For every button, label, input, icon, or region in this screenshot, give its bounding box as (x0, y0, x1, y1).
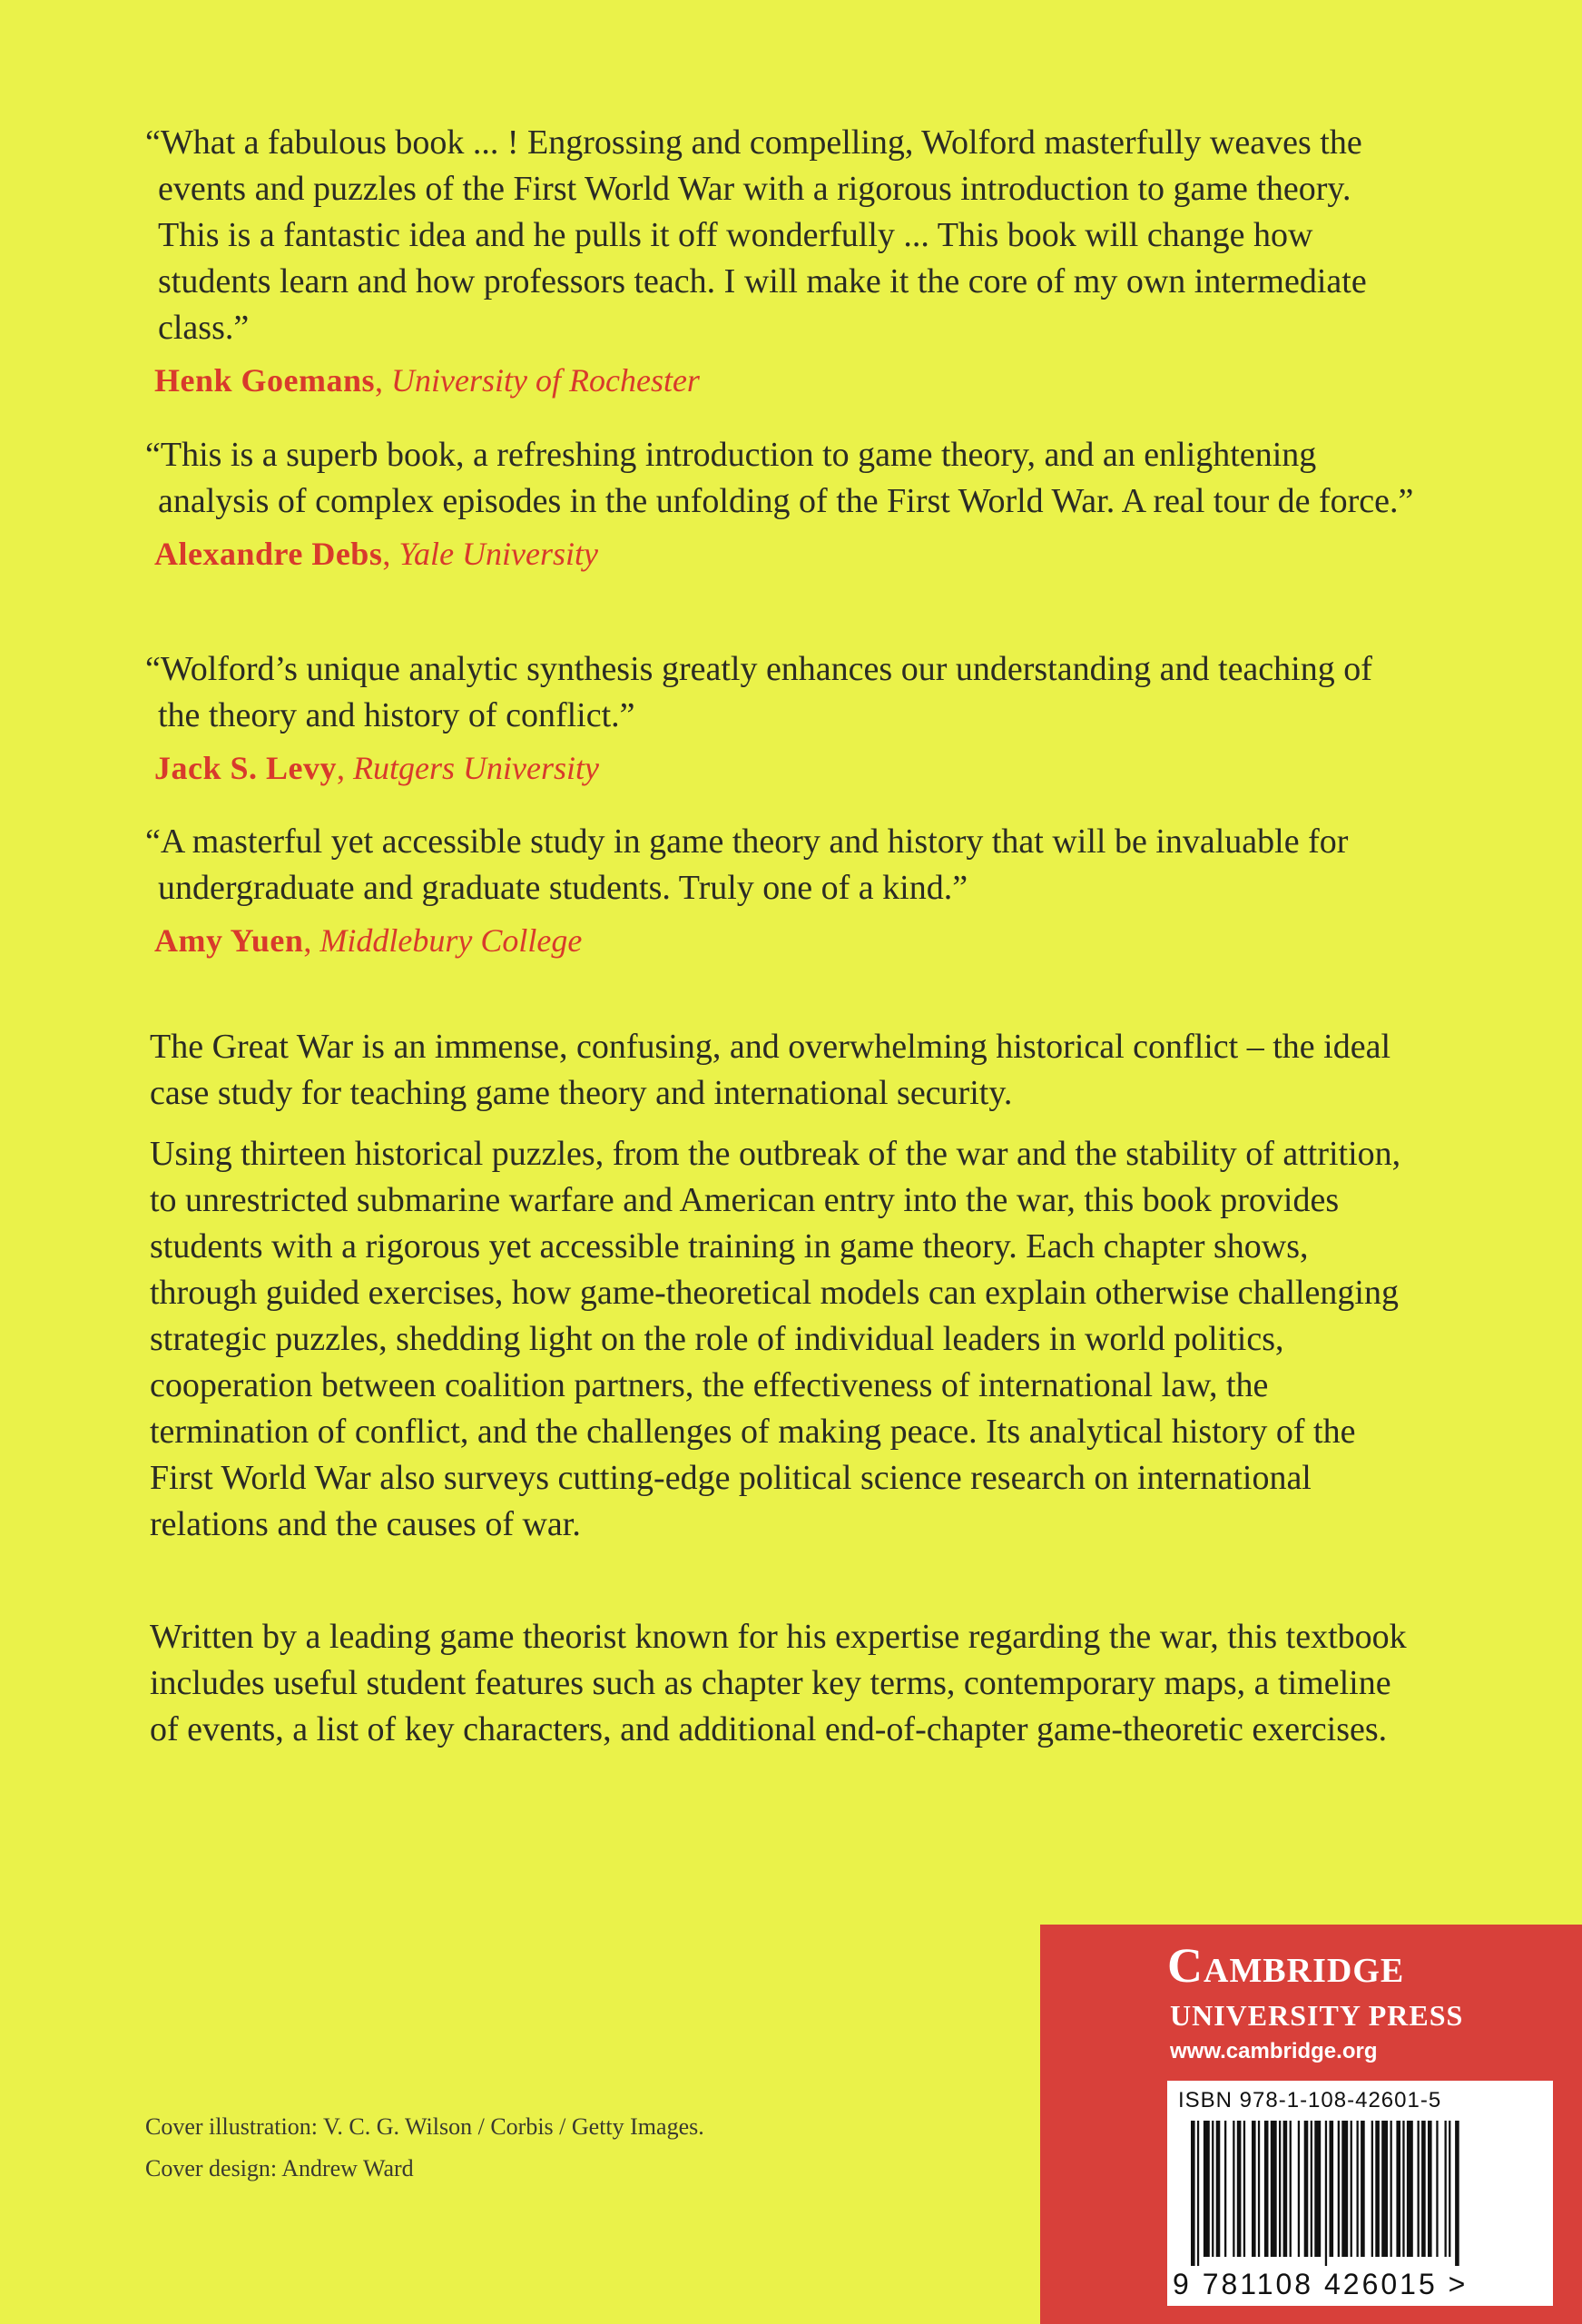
quote-author: Alexandre Debs (154, 536, 383, 572)
barcode-bar (1455, 2121, 1459, 2266)
quote-text: “A masterful yet accessible study in game theory and history that will be invaluable for undergraduate and graduate students. Truly one of a kind.” (145, 822, 1349, 907)
quote-institution: Middlebury College (319, 922, 583, 959)
barcode-bar (1357, 2121, 1359, 2257)
quote-institution: Rutgers University (353, 750, 599, 786)
barcode-bar (1325, 2121, 1327, 2266)
attribution-comma: , (337, 750, 354, 786)
quote-author: Jack S. Levy (154, 750, 338, 786)
publisher-box (1040, 1925, 1582, 2324)
barcode-bar (1212, 2121, 1214, 2257)
barcode-bar (1279, 2121, 1281, 2257)
attribution-comma: , (375, 362, 392, 399)
barcode-bar (1264, 2121, 1269, 2257)
quote-text: “Wolford’s unique analytic synthesis greatly enhances our understanding and teaching of the theory and history of conflict.” (145, 650, 1372, 734)
barcode-bar (1298, 2121, 1300, 2257)
barcode-bar (1283, 2121, 1288, 2257)
description-paragraph: Using thirteen historical puzzles, from the outbreak of the war and the stability of attrition, to unrestricted submarine warfare and American entry into the war, this book provides students with a rigorous yet accessible training in game theory. Each chapter shows, through guided exercises, how game-theoretical models can explain otherwise challenging strategic puzzles, shedding light on the role of individual leaders in world politics, cooperation between coalition partners, the effectiveness of international law, the termination of conflict, and the challenges of making peace. Its analytical history of the First World War also surveys cutting-edge political science research on international relations and the causes of war. (150, 1135, 1401, 1543)
quote-author: Amy Yuen (154, 922, 304, 959)
barcode-bar (1402, 2121, 1404, 2257)
barcode-bar (1197, 2121, 1199, 2266)
barcode-bar (1436, 2121, 1438, 2257)
barcode-bar (1271, 2121, 1277, 2257)
barcode-panel (1167, 2081, 1553, 2306)
quote-attribution (154, 359, 1416, 402)
barcode-bar (1191, 2121, 1195, 2266)
barcode-bar (1304, 2121, 1309, 2257)
quote-institution: Yale University (398, 536, 598, 572)
barcode-bar (1290, 2121, 1292, 2257)
quote-text: “This is a superb book, a refreshing introduction to game theory, and an enlightening analysis of complex episodes in the unfolding of the First World War. A real tour de force.” (145, 436, 1414, 520)
barcode-bar (1351, 2121, 1352, 2257)
book-description (150, 1131, 1420, 1548)
barcode-bar (1314, 2121, 1321, 2257)
barcode-bar (1428, 2121, 1432, 2257)
quote-attribution (154, 532, 1416, 576)
quote-attribution (154, 919, 1416, 962)
barcode-bar (1445, 2121, 1447, 2257)
quote-attribution (154, 746, 1416, 790)
attribution-comma: , (303, 922, 320, 959)
quote-text: “What a fabulous book ... ! Engrossing and compelling, Wolford masterfully weaves the events and puzzles of the First World War with a rigorous introduction to game theory. This is a fantastic idea and he pulls it off wonderfully ... This book will change how students learn and how professors teach. I will make it the core of my own intermediate class.” (145, 123, 1367, 347)
book-description (150, 1024, 1420, 1117)
quote-author: Henk Goemans (154, 362, 376, 399)
endorsement-quote (145, 646, 1416, 790)
barcode-bar (1381, 2121, 1388, 2257)
publisher-url: www.cambridge.org (1170, 2039, 1378, 2063)
cover-illustration-credit: Cover illustration: V. C. G. Wilson / Corbis / Getty Images. (145, 2113, 704, 2140)
barcode-bar (1338, 2121, 1340, 2257)
barcode-bar (1311, 2121, 1312, 2257)
barcode-bar (1252, 2121, 1256, 2257)
barcode-bar (1237, 2121, 1242, 2257)
publisher-name: Cambridge (1167, 1938, 1405, 1993)
barcode-bar (1418, 2121, 1420, 2257)
book-description (150, 1614, 1420, 1753)
endorsement-quote (145, 432, 1416, 576)
barcode (1178, 2121, 1541, 2266)
barcode-bar (1375, 2121, 1380, 2257)
barcode-bar (1204, 2121, 1210, 2257)
barcode-bar (1390, 2121, 1392, 2257)
barcode-bar (1421, 2121, 1426, 2257)
endorsement-quote (145, 120, 1416, 402)
barcode-bar (1371, 2121, 1373, 2257)
barcode-bar (1361, 2121, 1365, 2257)
barcode-bar (1233, 2121, 1234, 2257)
cover-credits (145, 2106, 704, 2190)
barcode-bar (1341, 2121, 1348, 2257)
attribution-comma: , (382, 536, 399, 572)
cover-design-credit: Cover design: Andrew Ward (145, 2155, 414, 2181)
barcode-digits: 9 781108 426015 > (1173, 2268, 1469, 2300)
barcode-bar (1449, 2121, 1450, 2257)
description-paragraph: Written by a leading game theorist known for his expertise regarding the war, this textbook includes useful student features such as chapter key terms, contemporary maps, a timeline of events, a list of key characters, and additional end-of-chapter game-theoretic exercises. (150, 1618, 1407, 1748)
barcode-bar (1224, 2121, 1226, 2257)
barcode-bar (1330, 2121, 1334, 2257)
barcode-bar (1396, 2121, 1400, 2257)
quote-institution: University of Rochester (391, 362, 700, 399)
barcode-bar (1407, 2121, 1413, 2257)
barcode-bar (1243, 2121, 1245, 2257)
description-paragraph: The Great War is an immense, confusing, and overwhelming historical conflict – the ideal case study for teaching game theory and international security. (150, 1028, 1390, 1112)
publisher-subtitle: UNIVERSITY PRESS (1170, 1999, 1464, 2032)
isbn-label: ISBN 978-1-108-42601-5 (1178, 2088, 1442, 2112)
endorsement-quote (145, 819, 1416, 962)
barcode-bar (1258, 2121, 1260, 2257)
barcode-bar (1216, 2121, 1221, 2257)
